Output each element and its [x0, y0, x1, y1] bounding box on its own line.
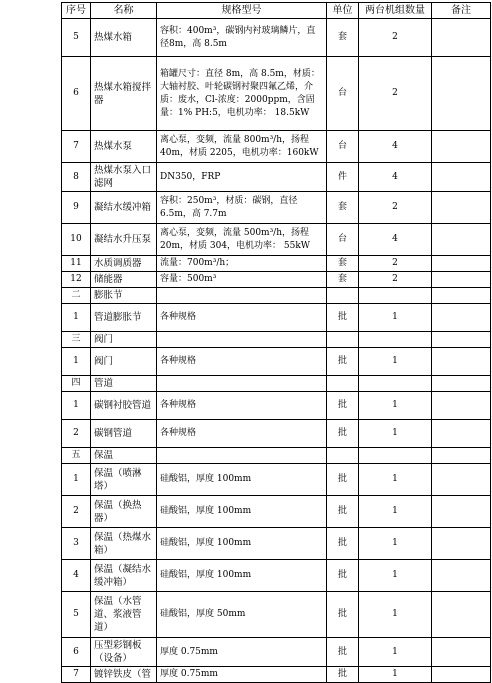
item-qty: 1 — [359, 560, 432, 592]
item-spec: 箱罐尺寸：直径 8m，高 8.5m，材质：大轴衬胶、叶轮碳钢衬聚四氟乙烯，介质：废水，Cl-浓度：2000ppm，含固量：1% PH:5，电机功率： 18.5kW — [157, 57, 327, 131]
item-unit: 批 — [327, 560, 359, 592]
item-spec: 各种规格 — [157, 392, 327, 420]
item-name: 保温（喷淋塔） — [91, 464, 157, 496]
table-row — [62, 163, 491, 192]
item-qty: 2 — [359, 19, 432, 57]
item-note — [432, 528, 491, 560]
item-unit: 批 — [327, 592, 359, 638]
row-number: 12 — [62, 272, 91, 288]
item-name: 碳钢管道 — [91, 420, 157, 448]
table-row — [62, 496, 491, 528]
item-note — [432, 304, 491, 332]
section-row — [62, 376, 491, 392]
item-name: 热煤水箱 — [91, 19, 157, 57]
header-name: 名称 — [91, 3, 157, 19]
item-qty: 2 — [359, 57, 432, 131]
item-note — [432, 667, 491, 683]
note-cell — [432, 448, 491, 464]
item-name: 保温（水管道、浆液管道） — [91, 592, 157, 638]
item-spec: 硅酸铝，厚度 100mm — [157, 528, 327, 560]
item-spec: 硅酸铝，厚度 100mm — [157, 560, 327, 592]
item-unit: 批 — [327, 638, 359, 667]
spec-cell — [157, 448, 327, 464]
spec-cell — [157, 332, 327, 348]
item-name: 保温（换热器） — [91, 496, 157, 528]
item-name: 压型彩钢板（设备） — [91, 638, 157, 667]
item-qty: 4 — [359, 163, 432, 192]
item-spec: 离心泵，变频，流量 800m³/h，扬程 40m，材质 2205，电机功率：160kW — [157, 131, 327, 163]
item-qty: 1 — [359, 464, 432, 496]
item-name: 凝结水缓冲箱 — [91, 192, 157, 224]
item-unit: 批 — [327, 496, 359, 528]
item-unit: 套 — [327, 256, 359, 272]
item-qty: 1 — [359, 348, 432, 376]
section-row — [62, 288, 491, 304]
qty-cell — [359, 376, 432, 392]
item-spec: 容积：400m³，碳钢内衬玻璃鳞片，直径8m，高 8.5m — [157, 19, 327, 57]
qty-cell — [359, 332, 432, 348]
item-note — [432, 19, 491, 57]
item-spec: 厚度 0.75mm — [157, 638, 327, 667]
item-qty: 1 — [359, 592, 432, 638]
table-row — [62, 464, 491, 496]
table-row — [62, 560, 491, 592]
item-spec: 硅酸铝，厚度 100mm — [157, 496, 327, 528]
note-cell — [432, 332, 491, 348]
unit-cell — [327, 448, 359, 464]
item-qty: 4 — [359, 224, 432, 256]
item-spec: 容量：500m³ — [157, 272, 327, 288]
item-spec: 硅酸铝，厚度 50mm — [157, 592, 327, 638]
item-note — [432, 420, 491, 448]
row-number: 1 — [62, 348, 91, 376]
section-number: 四 — [62, 376, 91, 392]
table-row — [62, 131, 491, 163]
item-name: 水质调质器 — [91, 256, 157, 272]
item-name: 管道膨胀节 — [91, 304, 157, 332]
table-row — [62, 667, 491, 683]
table-header-row — [62, 3, 491, 19]
item-spec: 硅酸铝，厚度 100mm — [157, 464, 327, 496]
section-title: 膨胀节 — [91, 288, 157, 304]
row-number: 4 — [62, 560, 91, 592]
item-unit: 件 — [327, 163, 359, 192]
item-unit: 台 — [327, 57, 359, 131]
table-row — [62, 592, 491, 638]
item-note — [432, 131, 491, 163]
equipment-table — [61, 2, 491, 683]
item-note — [432, 638, 491, 667]
item-qty: 1 — [359, 496, 432, 528]
spec-cell — [157, 288, 327, 304]
row-number: 11 — [62, 256, 91, 272]
item-qty: 2 — [359, 256, 432, 272]
item-spec: 各种规格 — [157, 304, 327, 332]
row-number: 6 — [62, 638, 91, 667]
row-number: 6 — [62, 57, 91, 131]
header-no: 序号 — [62, 3, 91, 19]
item-spec: 离心泵，变频，流量 500m³/h，扬程 20m，材质 304，电机功率： 55kW — [157, 224, 327, 256]
item-spec: DN350，FRP — [157, 163, 327, 192]
item-note — [432, 57, 491, 131]
table-row — [62, 638, 491, 667]
row-number: 1 — [62, 392, 91, 420]
table-row — [62, 256, 491, 272]
item-spec: 各种规格 — [157, 420, 327, 448]
item-name: 镀锌铁皮（管 — [91, 667, 157, 683]
item-unit: 套 — [327, 19, 359, 57]
table-row — [62, 348, 491, 376]
item-name: 阀门 — [91, 348, 157, 376]
item-note — [432, 256, 491, 272]
table-row — [62, 57, 491, 131]
header-unit: 单位 — [327, 3, 359, 19]
item-unit: 批 — [327, 420, 359, 448]
section-title: 管道 — [91, 376, 157, 392]
item-name: 热煤水箱搅拌器 — [91, 57, 157, 131]
item-note — [432, 392, 491, 420]
note-cell — [432, 288, 491, 304]
header-spec: 规格型号 — [157, 3, 327, 19]
item-unit: 批 — [327, 392, 359, 420]
item-unit: 批 — [327, 304, 359, 332]
item-note — [432, 496, 491, 528]
item-qty: 1 — [359, 528, 432, 560]
item-unit: 套 — [327, 272, 359, 288]
qty-cell — [359, 448, 432, 464]
section-number: 五 — [62, 448, 91, 464]
row-number: 5 — [62, 592, 91, 638]
row-number: 10 — [62, 224, 91, 256]
item-note — [432, 163, 491, 192]
section-row — [62, 448, 491, 464]
item-unit: 批 — [327, 464, 359, 496]
table-row — [62, 528, 491, 560]
table-row — [62, 224, 491, 256]
item-note — [432, 560, 491, 592]
row-number: 1 — [62, 464, 91, 496]
table-body — [62, 19, 491, 683]
item-qty: 2 — [359, 272, 432, 288]
row-number: 3 — [62, 528, 91, 560]
item-qty: 1 — [359, 420, 432, 448]
item-spec: 厚度 0.75mm — [157, 667, 327, 683]
section-title: 保温 — [91, 448, 157, 464]
item-name: 热煤水泵 — [91, 131, 157, 163]
row-number: 7 — [62, 131, 91, 163]
table-row — [62, 192, 491, 224]
item-unit: 台 — [327, 131, 359, 163]
item-qty: 2 — [359, 192, 432, 224]
item-unit: 台 — [327, 224, 359, 256]
table-row — [62, 304, 491, 332]
header-qty: 两台机组数量 — [359, 3, 432, 19]
item-name: 碳钢衬胶管道 — [91, 392, 157, 420]
table-row — [62, 19, 491, 57]
table-row — [62, 392, 491, 420]
row-number: 2 — [62, 496, 91, 528]
item-note — [432, 192, 491, 224]
item-unit: 批 — [327, 528, 359, 560]
row-number: 9 — [62, 192, 91, 224]
section-number: 二 — [62, 288, 91, 304]
item-name: 储能器 — [91, 272, 157, 288]
item-note — [432, 224, 491, 256]
row-number: 8 — [62, 163, 91, 192]
item-unit: 批 — [327, 348, 359, 376]
item-qty: 1 — [359, 638, 432, 667]
unit-cell — [327, 332, 359, 348]
item-qty: 4 — [359, 131, 432, 163]
section-number: 三 — [62, 332, 91, 348]
table-row — [62, 420, 491, 448]
item-spec: 各种规格 — [157, 348, 327, 376]
item-note — [432, 464, 491, 496]
item-name: 保温（热煤水箱） — [91, 528, 157, 560]
item-spec: 流量：700m³/h； — [157, 256, 327, 272]
item-note — [432, 348, 491, 376]
item-name: 凝结水升压泵 — [91, 224, 157, 256]
row-number: 7 — [62, 667, 91, 683]
item-spec: 容积：250m³，材质：碳钢，直径 6.5m，高 7.7m — [157, 192, 327, 224]
row-number: 2 — [62, 420, 91, 448]
unit-cell — [327, 376, 359, 392]
item-note — [432, 272, 491, 288]
header-note: 备注 — [432, 3, 491, 19]
item-note — [432, 592, 491, 638]
row-number: 5 — [62, 19, 91, 57]
spec-cell — [157, 376, 327, 392]
item-unit: 套 — [327, 192, 359, 224]
section-title: 阀门 — [91, 332, 157, 348]
item-qty: 1 — [359, 304, 432, 332]
table-row — [62, 272, 491, 288]
item-name: 热煤水泵入口滤网 — [91, 163, 157, 192]
item-name: 保温（凝结水缓冲箱） — [91, 560, 157, 592]
item-qty: 1 — [359, 392, 432, 420]
section-row — [62, 332, 491, 348]
note-cell — [432, 376, 491, 392]
unit-cell — [327, 288, 359, 304]
item-unit: 批 — [327, 667, 359, 683]
item-qty: 1 — [359, 667, 432, 683]
qty-cell — [359, 288, 432, 304]
row-number: 1 — [62, 304, 91, 332]
